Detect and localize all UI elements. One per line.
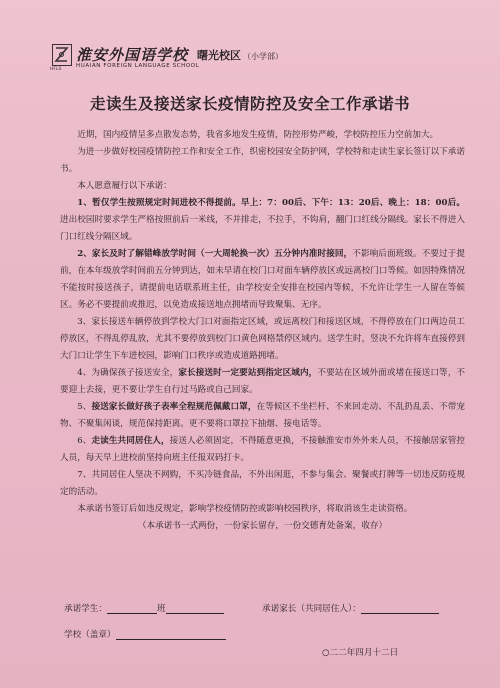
paragraph-item-4: 4、为确保孩子接送安全，家长接送时一定要站到指定区域内，不要站在区域外面或堵在接送口等，不要迎上去接，更不要让学生自行过马路或自己回家。 <box>60 368 465 395</box>
campus-note: （小学部） <box>243 52 283 61</box>
student-name-blank <box>107 603 157 614</box>
student-class-blank <box>166 603 224 614</box>
paragraph-pledge: 本人愿意履行以下承诺： <box>77 181 172 191</box>
paragraph-item-6: 6、走读生共同居住人，接送人必须固定，不得随意更换，不接触淮安市外外来人员，不接触居家管控人员，每天早上进校前坚持向班主任报双码打卡。 <box>60 436 465 463</box>
school-name-cn: 淮安外国语学校 <box>76 46 189 64</box>
document-body <box>60 127 465 535</box>
school-name-en: HUAIAN FOREIGN LANGUAGE SCHOOL <box>76 63 200 69</box>
parent-name-blank <box>361 603 439 614</box>
parent-signature-line <box>262 602 439 614</box>
paragraph-item-3: 3、家长接送车辆停放到学校大门口对面指定区域，或远离校门和接送区域，不得停放在门口两边员工停放区，不得乱停乱放，尤其不要停放到校门口黄色网格禁停区域内。送学生时，竖决不允许将车直接停到大门口让学生下车进校园，影响门口秩序或造成道路拥堵。 <box>60 317 465 361</box>
school-stamp-label: 学校（盖章） <box>64 630 116 640</box>
paragraph-item-2: 2、家长及时了解错峰放学时间（一大周轮换一次）五分钟内准时接回，不影响后面班级。不要过于提前，在本年级放学时间前五分钟到达，如未早请在校门口对面车辆停放区或远离校门口等候。如因特殊情况不能按时接送孩子，请提前电话联系班主任，由学校安全安排在校园内等候，不允许让学生一人留在等候区。务必不要提前或推迟，以免造成接送地点拥堵而导致聚集、无序。 <box>60 249 465 310</box>
student-signature-label: 承诺学生： <box>64 604 107 614</box>
paragraph-item-7: 7、共同居住人坚决不网购，不买冷链食品，不外出闲逛，不参与集会、聚餐或打牌等一切违反防疫规定的活动。 <box>60 470 465 497</box>
parent-signature-label: 承诺家长（共同居住人）： <box>262 604 361 614</box>
school-stamp-blank <box>116 629 226 640</box>
paragraph-item-5: 5、接送家长做好孩子表率全程规范佩戴口罩，在等候区不坐栏杆、不来回走动、不乱扔乱丢、不带宠物、不聚集闲谈，规范保持距离。更不要将口罩拉下抽烟、接电话等。 <box>60 402 465 429</box>
paragraph-copies-note: （本承诺书一式两份，一份家长留存，一份交德育处备案，收存） <box>137 521 388 531</box>
school-logo-icon <box>52 44 72 66</box>
paragraph-purpose: 为进一步做好校园疫情防控工作和安全工作，织密校园安全防护网，学校特和走读生家长签订以下承诺书。 <box>60 147 465 174</box>
paragraph-consequence: 本承诺书签订后如违反规定，影响学校疫情防控或影响校园秩序，将取消该生走读资格。 <box>77 504 413 514</box>
logo-caption: HFLS <box>50 67 62 72</box>
school-stamp-line <box>64 628 226 640</box>
student-signature-line <box>64 602 224 614</box>
paragraph-intro: 近期，国内疫情呈多点散发态势，我省多地发生疫情，防控形势严峻，学校防控压力空前加大。 <box>77 130 439 140</box>
document-title: 走读生及接送家长疫情防控及安全工作承诺书 <box>89 95 410 113</box>
paragraph-item-1: 1、暂仅学生按照规定时间进校不得提前。早上：7：00后、下午：13：20后、晚上：18：00后。进出校园时要求学生严格按照前后一米线，不并排走，不拉手，不钩肩，翻门口红线分隔线。家长不得进入门口红线分隔区域。 <box>60 198 465 242</box>
class-label: 班 <box>156 604 166 614</box>
document-date: ○二二年四月十二日 <box>322 648 399 658</box>
campus-name: 曙光校区 （小学部） <box>197 49 283 62</box>
